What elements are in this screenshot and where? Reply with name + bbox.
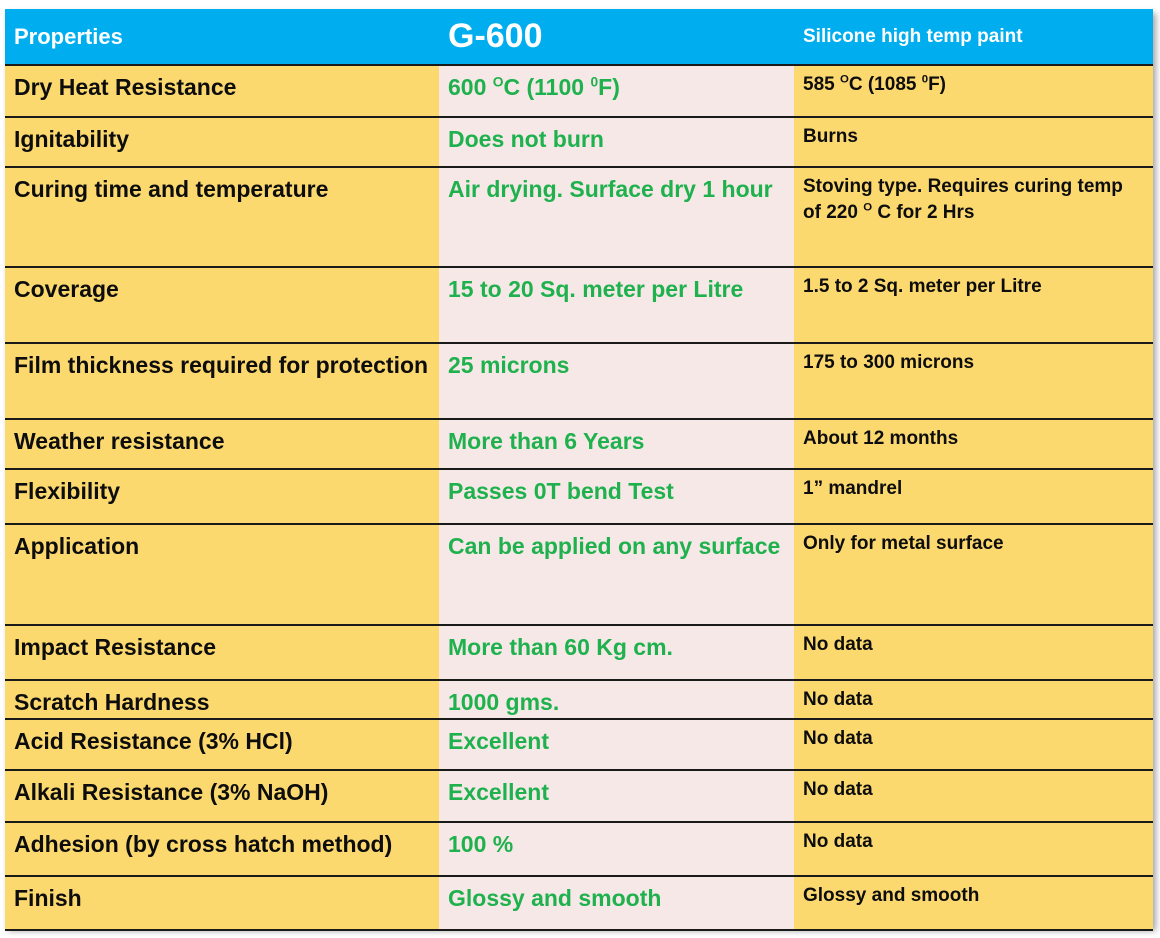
property-cell: Ignitability <box>5 117 439 167</box>
silicone-value: Stoving type. Requires curing temp of 220 <box>803 176 1123 223</box>
superscript: 0 <box>921 73 929 86</box>
silicone-cell: Burns <box>794 117 1153 167</box>
property-cell: Curing time and temperature <box>5 167 439 267</box>
silicone-cell: 175 to 300 microns <box>794 343 1153 419</box>
silicone-value: 585 <box>803 74 840 95</box>
superscript: 0 <box>590 74 599 90</box>
table-row <box>5 267 1153 343</box>
silicone-cell: 1” mandrel <box>794 469 1153 524</box>
g600-cell: Air drying. Surface dry 1 hour <box>439 167 794 267</box>
g600-cell: 100 % <box>439 822 794 876</box>
property-cell: Application <box>5 524 439 625</box>
table-row <box>5 876 1153 930</box>
property-cell: Alkali Resistance (3% NaOH) <box>5 770 439 822</box>
property-cell: Finish <box>5 876 439 930</box>
silicone-cell: About 12 months <box>794 419 1153 469</box>
g600-cell: Glossy and smooth <box>439 876 794 930</box>
g600-cell: 25 microns <box>439 343 794 419</box>
g600-cell: Excellent <box>439 719 794 770</box>
property-cell: Scratch Hardness <box>5 680 439 719</box>
silicone-cell: No data <box>794 822 1153 876</box>
g600-cell: 1000 gms. <box>439 680 794 719</box>
table-row <box>5 419 1153 469</box>
table-row <box>5 822 1153 876</box>
property-cell: Flexibility <box>5 469 439 524</box>
table-row <box>5 719 1153 770</box>
property-cell: Impact Resistance <box>5 625 439 680</box>
comparison-table-container <box>5 9 1153 927</box>
comparison-table <box>5 9 1153 931</box>
superscript: O <box>492 74 504 90</box>
g600-cell <box>439 65 794 117</box>
table-row <box>5 65 1153 117</box>
silicone-cell: No data <box>794 680 1153 719</box>
property-cell: Coverage <box>5 267 439 343</box>
g600-cell: Excellent <box>439 770 794 822</box>
table-row <box>5 625 1153 680</box>
silicone-cell: No data <box>794 719 1153 770</box>
table-row <box>5 770 1153 822</box>
silicone-value: F) <box>928 74 947 95</box>
header-silicone: Silicone high temp paint <box>794 9 1153 65</box>
silicone-value: C (1085 <box>848 74 922 95</box>
g600-cell: Can be applied on any surface <box>439 524 794 625</box>
superscript: O <box>863 201 873 214</box>
g600-value: C (1100 <box>503 74 591 100</box>
header-row <box>5 9 1153 65</box>
property-cell: Adhesion (by cross hatch method) <box>5 822 439 876</box>
property-cell: Dry Heat Resistance <box>5 65 439 117</box>
header-g600: G-600 <box>439 9 794 65</box>
g600-cell: Does not burn <box>439 117 794 167</box>
table-row <box>5 524 1153 625</box>
silicone-cell: 1.5 to 2 Sq. meter per Litre <box>794 267 1153 343</box>
silicone-cell: No data <box>794 625 1153 680</box>
g600-cell: More than 6 Years <box>439 419 794 469</box>
table-row <box>5 343 1153 419</box>
g600-cell: More than 60 Kg cm. <box>439 625 794 680</box>
g600-value: F) <box>598 74 620 100</box>
silicone-cell: No data <box>794 770 1153 822</box>
header-properties: Properties <box>5 9 439 65</box>
silicone-cell <box>794 65 1153 117</box>
g600-cell: 15 to 20 Sq. meter per Litre <box>439 267 794 343</box>
silicone-cell <box>794 167 1153 267</box>
property-cell: Film thickness required for protection <box>5 343 439 419</box>
g600-value: 600 <box>448 74 493 100</box>
superscript: O <box>839 73 849 86</box>
property-cell: Acid Resistance (3% HCl) <box>5 719 439 770</box>
silicone-cell: Only for metal surface <box>794 524 1153 625</box>
g600-cell: Passes 0T bend Test <box>439 469 794 524</box>
table-row <box>5 167 1153 267</box>
table-row <box>5 117 1153 167</box>
property-cell: Weather resistance <box>5 419 439 469</box>
table-row <box>5 680 1153 719</box>
silicone-cell: Glossy and smooth <box>794 876 1153 930</box>
table-row <box>5 469 1153 524</box>
silicone-value: C for 2 Hrs <box>872 201 975 223</box>
